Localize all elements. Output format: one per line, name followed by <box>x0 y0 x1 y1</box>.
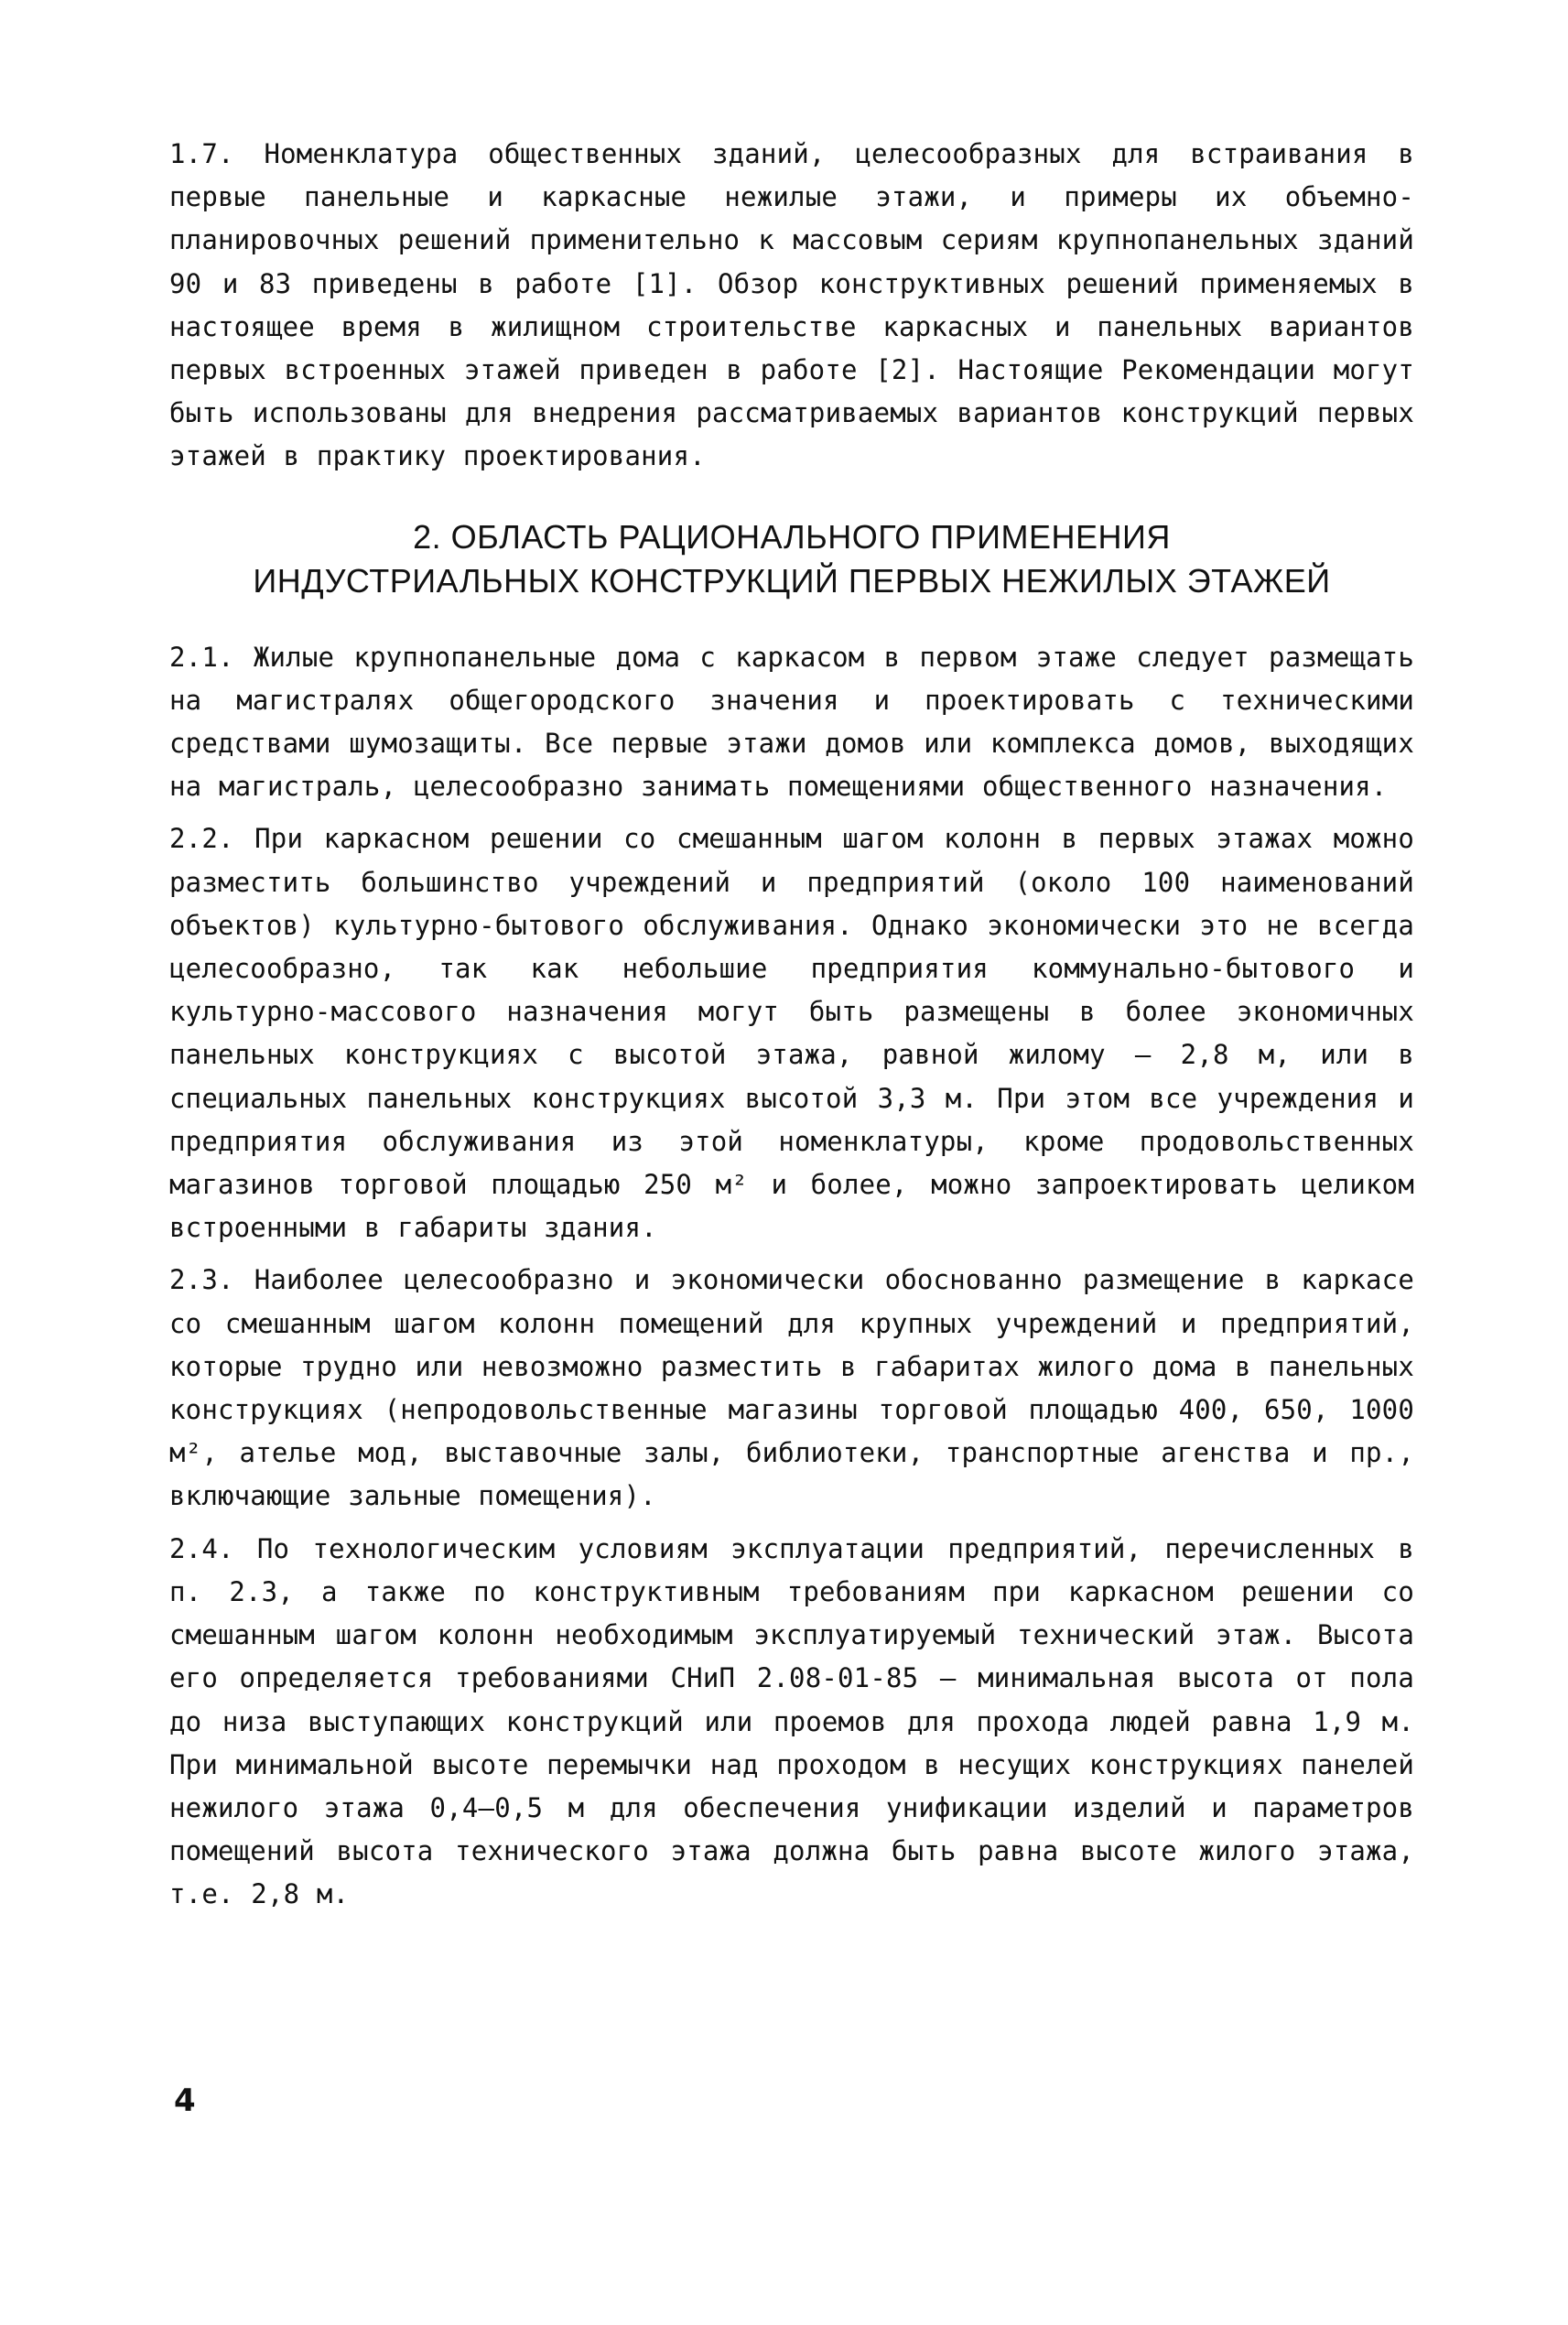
page-number: 4 <box>174 2082 196 2119</box>
paragraph-1-7 <box>169 133 1414 479</box>
paragraph-text: 2.1. Жилые крупнопанельные дома с каркасом в первом этаже следует размещать на магистралях общегородского значения и проектировать с техническими средствами шумозащиты. Все первые этажи домов или комплекса домов, выходящих на магистраль, целесообразно занимать помещениями общественного назначения. <box>169 641 1414 803</box>
paragraph-text: 2.4. По технологическим условиям эксплуатации предприятий, перечисленных в п. 2.3, а также по конструктивным требованиям при каркасном решении со смешанным шагом колонн необходимым эксплуатируемый технический этаж. Высота его определяется требованиями СНиП 2.08-01-85 – минимальная высота от пола до низа выступающих конструкций или проемов для прохода людей равна 1,9 м. При минимальной высоте перемычки над проходом в несущих конструкциях панелей нежилого этажа 0,4–0,5 м для обеспечения унификации изделий и параметров помещений высота технического этажа должна быть равна высоте жилого этажа, т.е. 2,8 м. <box>169 1532 1414 1910</box>
paragraph-text: 2.2. При каркасном решении со смешанным шагом колонн в первых этажах можно разместить большинство учреждений и предприятий (около 100 наименований объектов) культурно-бытового обслуживания. Однако экономически это не всегда целесообразно, так как небольшие предприятия коммунально-бытового и культурно-массового назначения могут быть размещены в более экономичных панельных конструкциях с высотой этажа, равной жилому – 2,8 м, или в специальных панельных конструкциях высотой 3,3 м. При этом все учреждения и предприятия обслуживания из этой номенклатуры, кроме продовольственных магазинов торговой площадью 250 м² и более, можно запроектировать целиком встроенными в габариты здания. <box>169 823 1414 1244</box>
paragraph-2-3 <box>169 1259 1414 1518</box>
section-heading-line-2: ИНДУСТРИАЛЬНЫХ КОНСТРУКЦИЙ ПЕРВЫХ НЕЖИЛЫХ ЭТАЖЕЙ <box>253 561 1331 600</box>
paragraph-2-2 <box>169 817 1414 1249</box>
paragraph-2-4 <box>169 1528 1414 1917</box>
section-heading <box>169 515 1414 603</box>
paragraph-text: 1.7. Номенклатура общественных зданий, целесообразных для встраивания в первые панельные и каркасные нежилые этажи, и примеры их объемно-планировочных решений применительно к массовым сериям крупнопанельных зданий 90 и 83 приведены в работе [1]. Обзор конструктивных решений применяемых в настоящее время в жилищном строительстве каркасных и панельных вариантов первых встроенных этажей приведен в работе [2]. Настоящие Рекомендации могут быть использованы для внедрения рассматриваемых вариантов конструкций первых этажей в практику проектирования. <box>169 138 1414 472</box>
section-heading-line-1: 2. ОБЛАСТЬ РАЦИОНАЛЬНОГО ПРИМЕНЕНИЯ <box>413 517 1171 556</box>
paragraph-2-1 <box>169 636 1414 809</box>
page-content <box>169 133 1414 1926</box>
paragraph-text: 2.3. Наиболее целесообразно и экономически обоснованно размещение в каркасе со смешанным шагом колонн помещений для крупных учреждений и предприятий, которые трудно или невозможно разместить в габаритах жилого дома в панельных конструкциях (непродовольственные магазины торговой площадью 400, 650, 1000 м², ателье мод, выставочные залы, библиотеки, транспортные агенства и пр., включающие зальные помещения). <box>169 1264 1414 1512</box>
